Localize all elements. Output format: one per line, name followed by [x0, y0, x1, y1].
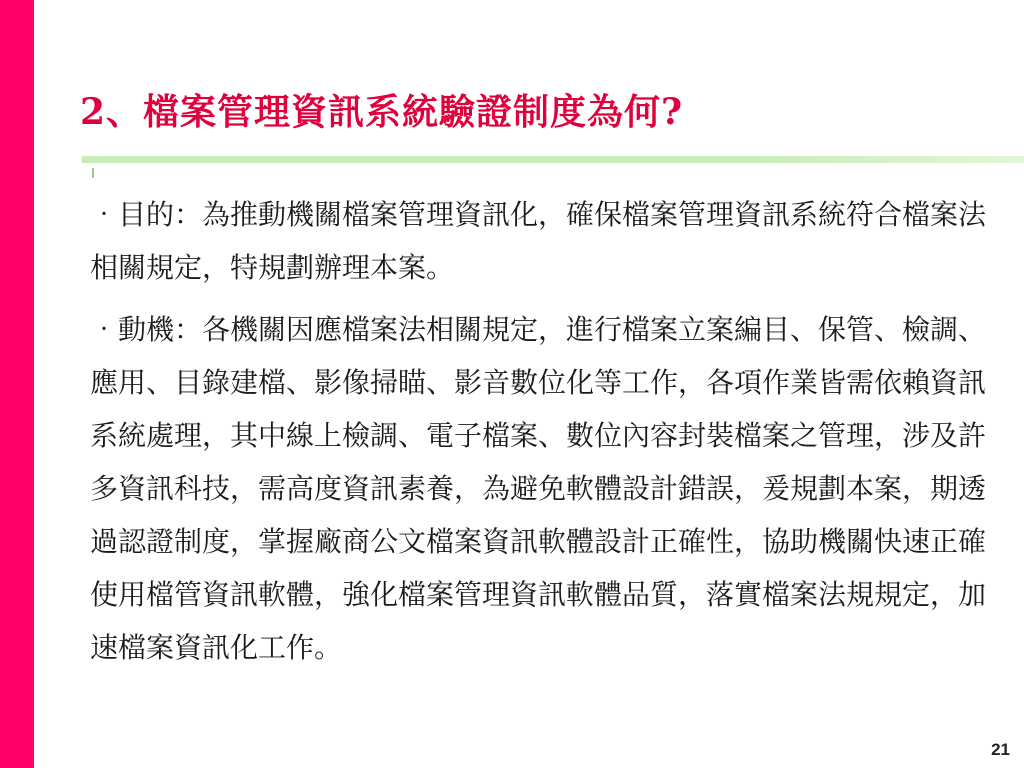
divider-tick	[92, 168, 94, 178]
left-accent-bar	[0, 0, 34, 768]
title-divider	[82, 156, 1024, 163]
slide-title: 2、檔案管理資訊系統驗證制度為何?	[80, 91, 684, 133]
paragraph-motivation: ‧動機：各機關因應檔案法相關規定，進行檔案立案編目、保管、檢調、應用、目錄建檔、影像掃瞄、影音數位化等工作，各項作業皆需依賴資訊系統處理，其中線上檢調、電子檔案、數位內容封裝檔案之管理，涉及許多資訊科技，需高度資訊素養，為避免軟體設計錯誤，爰規劃本案，期透過認證制度，掌握廠商公文檔案資訊軟體設計正確性，協助機關快速正確使用檔管資訊軟體，強化檔案管理資訊軟體品質，落實檔案法規規定，加速檔案資訊化工作。	[90, 313, 987, 664]
page-number: 21	[991, 740, 1010, 759]
paragraph-purpose: ‧目的：為推動機關檔案管理資訊化，確保檔案管理資訊系統符合檔案法相關規定，特規劃辦理本案。	[90, 198, 987, 284]
slide-body	[90, 188, 990, 683]
